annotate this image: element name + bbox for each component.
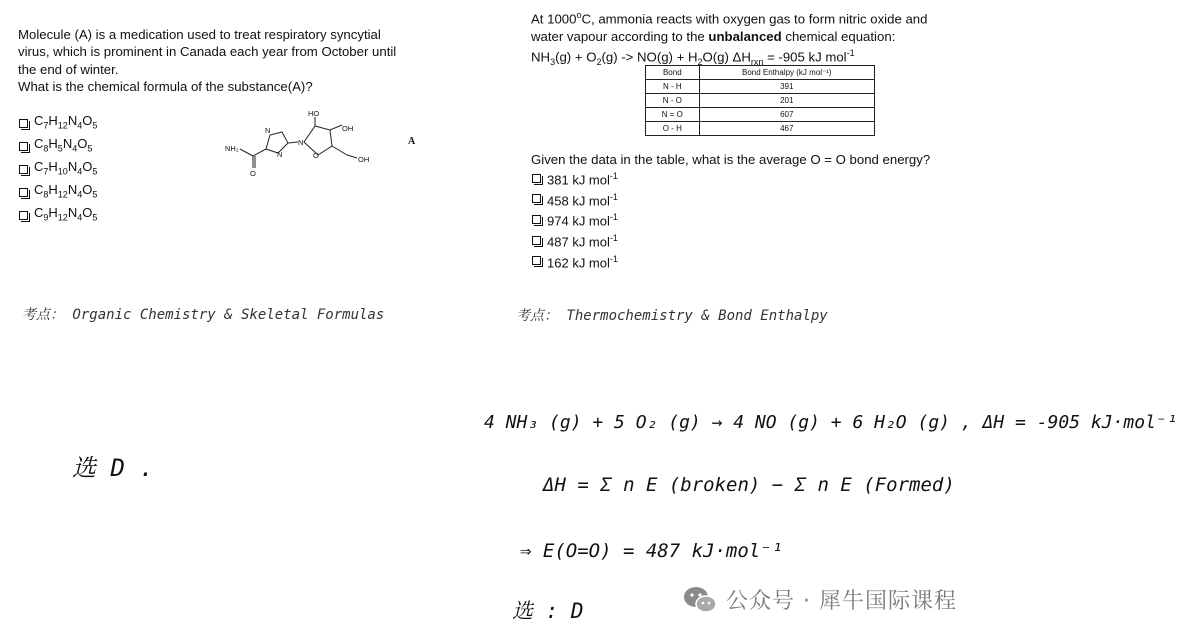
checkbox-icon[interactable] xyxy=(19,119,28,128)
right-question-stem xyxy=(531,7,971,71)
right-option-5[interactable] xyxy=(532,251,618,272)
right-question-prompt: Given the data in the table, what is the average O = O bond energy? xyxy=(531,152,931,167)
left-option-label: $C_7H_{12}N_4O_5$ xyxy=(34,113,98,131)
right-option-label: 974 kJ mol$^{-1}$ xyxy=(547,212,618,229)
checkbox-icon[interactable] xyxy=(19,188,28,197)
table-header-cell: Bond xyxy=(646,66,700,80)
right-option-label: 458 kJ mol$^{-1}$ xyxy=(547,191,618,208)
checkbox-icon[interactable] xyxy=(19,211,28,220)
work-line-1: 4 NH₃ (g) + 5 O₂ (g) → 4 NO (g) + 6 H₂O (g) , ΔH = -905 kJ·mol⁻¹ xyxy=(484,412,1178,433)
table-row xyxy=(646,108,875,122)
molecule-ho-label: HO xyxy=(308,109,320,118)
table-cell: N = O xyxy=(646,108,700,122)
left-question-line-1: Molecule (A) is a medication used to treat respiratory syncytial xyxy=(18,27,381,42)
right-question-line-2: water vapour according to the unbalanced chemical equation: xyxy=(531,28,896,44)
molecule-n1-label: N xyxy=(265,126,271,135)
left-option-label: $C_8H_{12}N_4O_5$ xyxy=(34,181,98,200)
left-options-list xyxy=(19,112,97,226)
left-question-line-2: virus, which is prominent in Canada each year from October until xyxy=(18,44,397,60)
left-answer-note: 选 D . xyxy=(72,454,154,482)
molecule-ring-o-label: O xyxy=(313,151,319,160)
left-option-4[interactable] xyxy=(19,181,97,204)
molecule-o-label: O xyxy=(250,169,256,178)
work-line-3: ⇒ E(O=O) = 487 kJ·mol⁻¹ xyxy=(520,540,784,562)
table-cell: N - H xyxy=(646,80,700,94)
molecule-a-structure xyxy=(220,105,380,177)
left-option-1[interactable] xyxy=(19,112,97,135)
checkbox-icon[interactable] xyxy=(532,256,541,265)
checkbox-icon[interactable] xyxy=(19,165,28,174)
molecule-label: A xyxy=(408,136,416,147)
checkbox-icon[interactable] xyxy=(532,194,541,203)
right-option-label: 162 kJ mol$^{-1}$ xyxy=(547,253,618,270)
molecule-oh2-label: OH xyxy=(358,155,370,164)
right-topic-note: 考点： Thermochemistry & Bond Enthalpy xyxy=(516,308,828,324)
work-line-4: 选 : D xyxy=(512,599,584,623)
left-option-2[interactable] xyxy=(19,135,97,158)
bond-enthalpy-table xyxy=(645,65,875,136)
molecule-n3-label: N xyxy=(298,138,304,147)
left-topic-note: 考点： Organic Chemistry & Skeletal Formulas xyxy=(22,307,385,323)
reaction-equation: $NH_3(g) + O_2(g) -> NO(g) + H_2O(g) \Delta H_{rxn} = -905$ kJ mol$^{-1}$ xyxy=(531,47,855,68)
checkbox-icon[interactable] xyxy=(532,215,541,224)
left-option-label: $C_8H_5N_4O_5$ xyxy=(34,135,93,154)
left-question-stem xyxy=(18,26,438,95)
table-cell: 201 xyxy=(699,94,874,108)
table-cell: N - O xyxy=(646,94,700,108)
table-cell: O - H xyxy=(646,122,700,136)
table-cell: 391 xyxy=(699,80,874,94)
left-option-5[interactable] xyxy=(19,204,97,227)
table-cell: 467 xyxy=(699,122,874,136)
right-option-1[interactable] xyxy=(532,168,618,189)
left-option-3[interactable] xyxy=(19,158,97,181)
wechat-icon xyxy=(682,585,718,615)
right-option-3[interactable] xyxy=(532,209,618,230)
watermark-text: 公众号 · 犀牛国际课程 xyxy=(726,589,957,614)
right-question-line-1: At 1000$^o$C, ammonia reacts with oxygen gas to form nitric oxide and xyxy=(531,10,928,27)
table-header-cell: Bond Enthalpy (kJ mol⁻¹) xyxy=(699,66,874,80)
table-row xyxy=(646,94,875,108)
molecule-nh2-label: NH₂ xyxy=(225,144,239,153)
left-question-prompt: What is the chemical formula of the substance(A)? xyxy=(18,78,313,94)
right-option-2[interactable] xyxy=(532,189,618,210)
watermark xyxy=(682,584,957,615)
right-option-label: 487 kJ mol$^{-1}$ xyxy=(547,232,618,250)
right-options-list xyxy=(532,168,618,271)
right-option-label: 381 kJ mol$^{-1}$ xyxy=(547,171,618,188)
table-row xyxy=(646,122,875,136)
left-question-line-3: the end of winter. xyxy=(18,61,119,77)
checkbox-icon[interactable] xyxy=(19,142,28,151)
molecule-n2-label: N xyxy=(277,150,283,159)
molecule-oh-label: OH xyxy=(342,124,354,133)
checkbox-icon[interactable] xyxy=(532,236,541,245)
table-cell: 607 xyxy=(699,108,874,122)
right-option-4[interactable] xyxy=(532,230,618,251)
work-line-2: ΔH = Σ n E (broken) − Σ n E (Formed) xyxy=(543,474,955,496)
checkbox-icon[interactable] xyxy=(532,174,541,183)
left-option-label: $C_9H_{12}N_4O_5$ xyxy=(34,204,98,223)
table-header-row xyxy=(646,66,875,80)
table-row xyxy=(646,80,875,94)
left-option-label: $C_7H_{10}N_4O_5$ xyxy=(34,158,98,177)
